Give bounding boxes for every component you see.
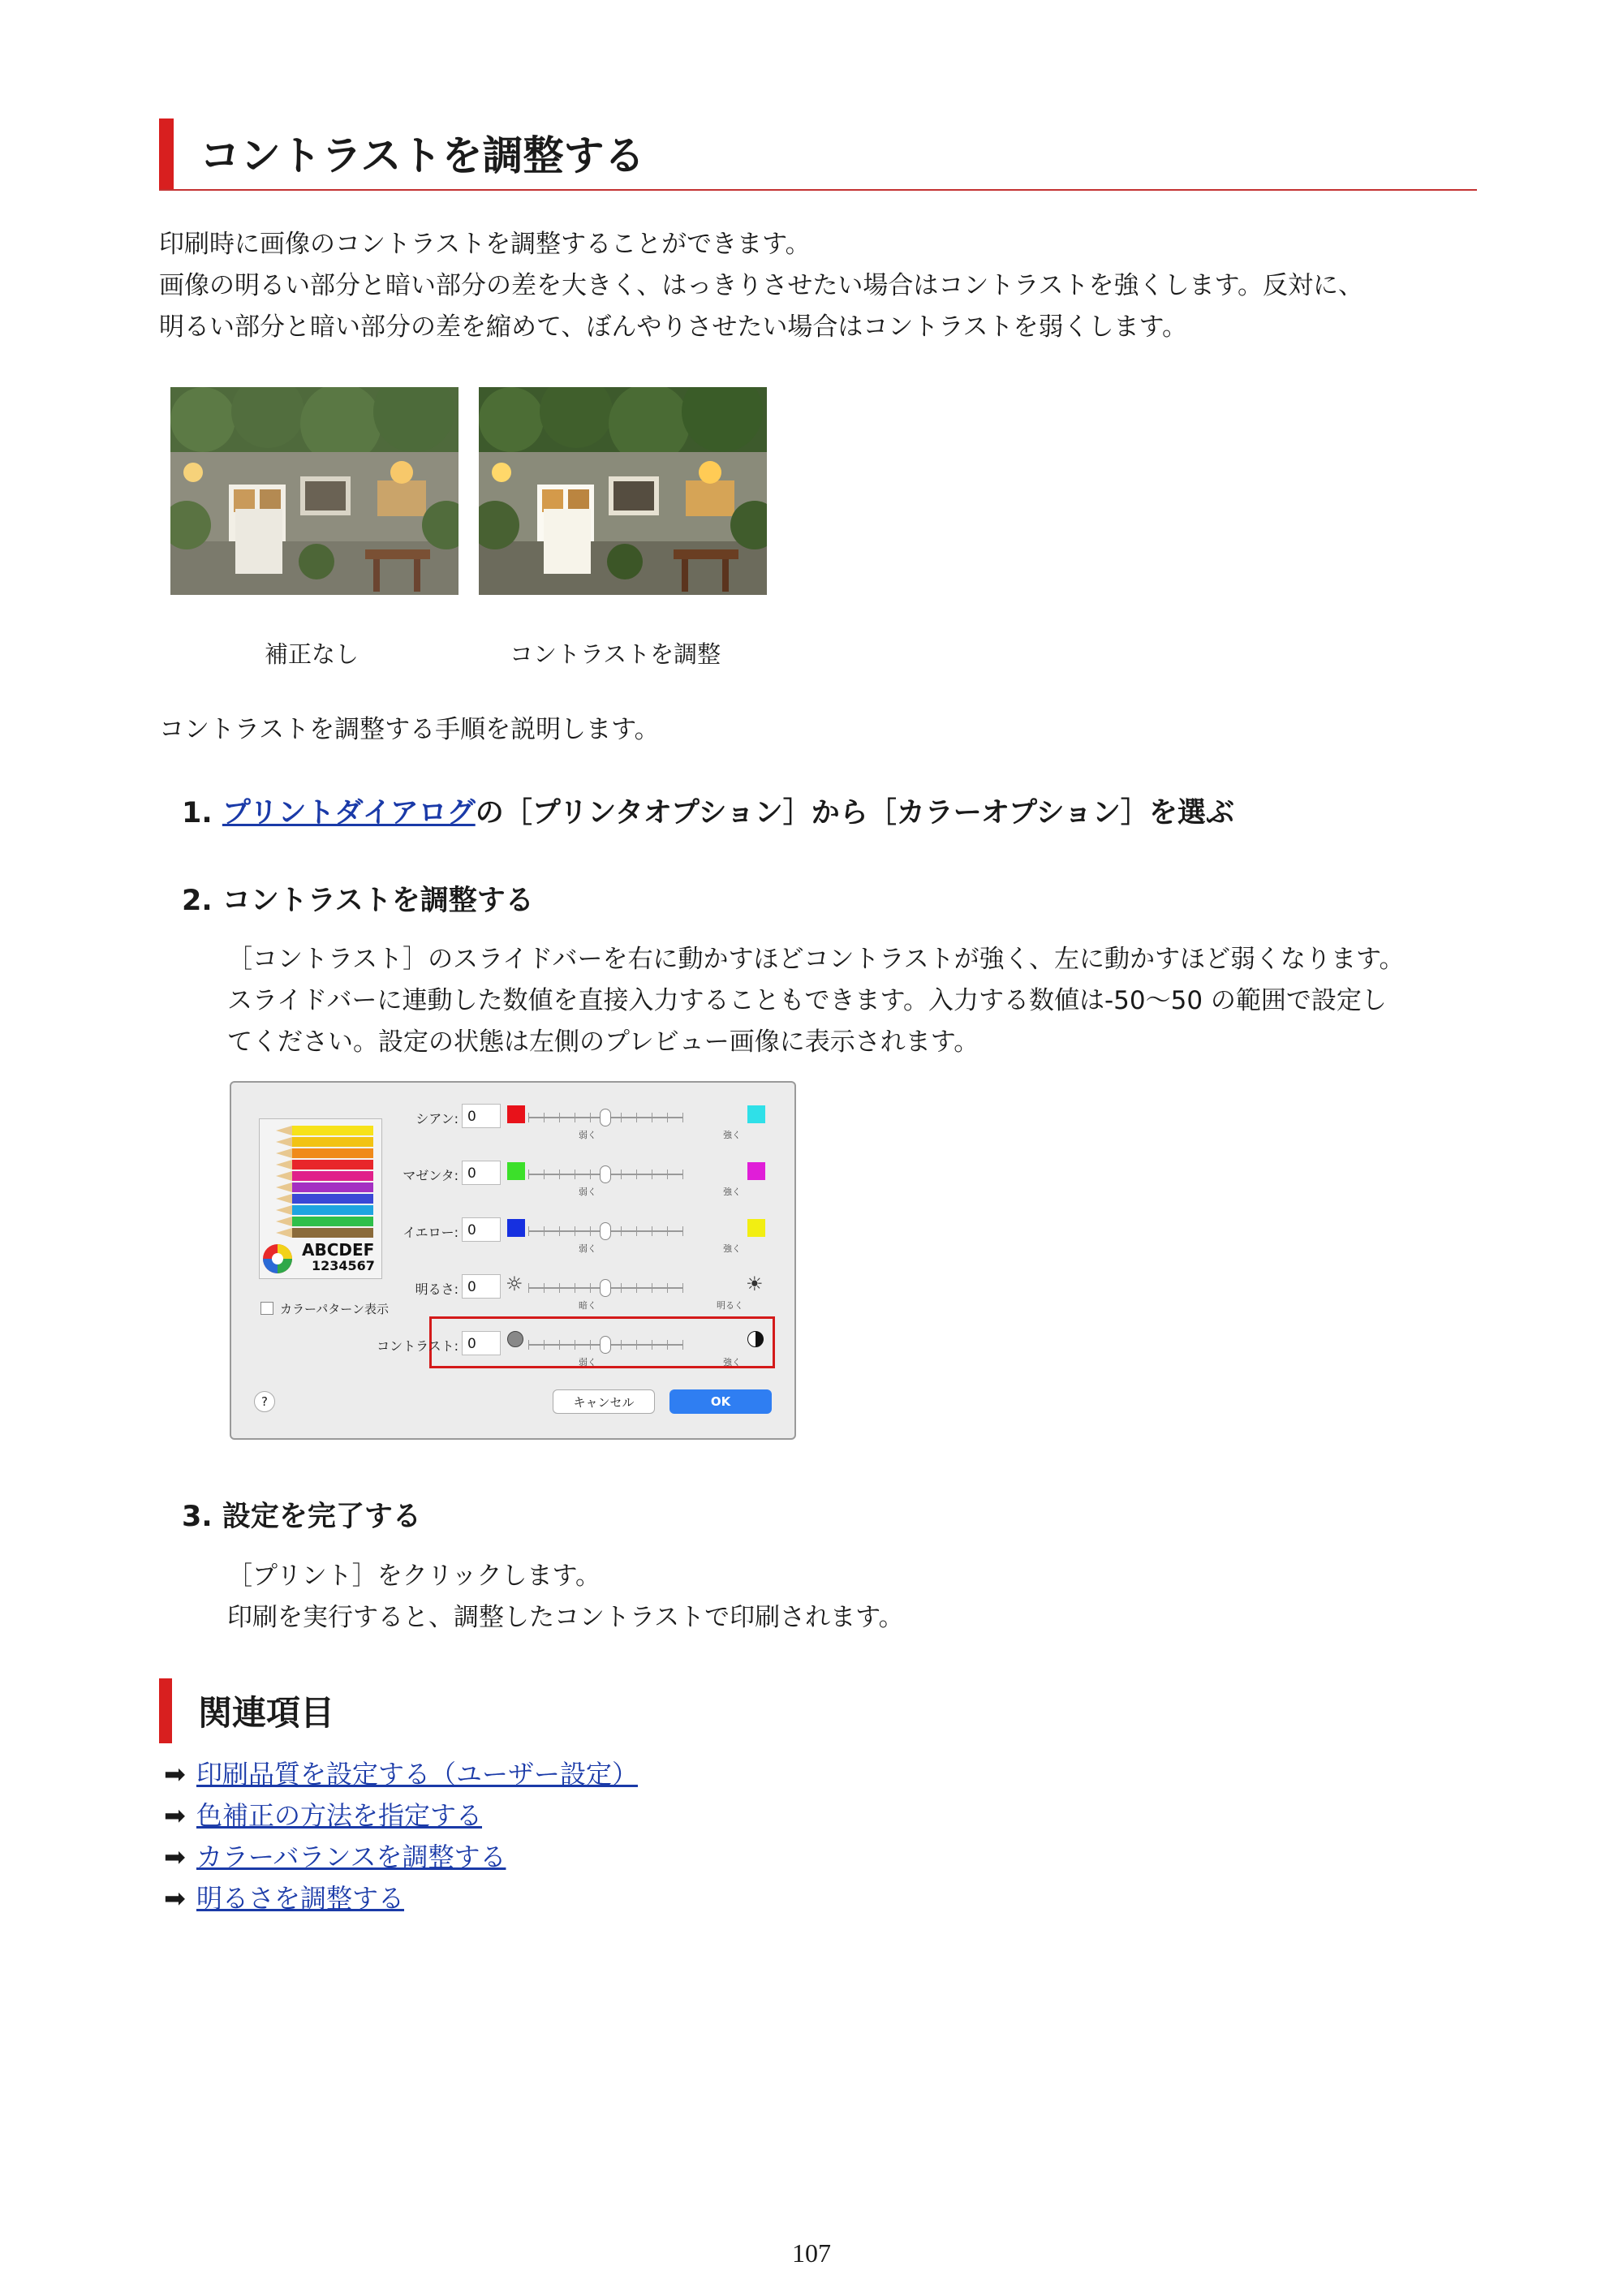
cyan-value-input[interactable]: 0 bbox=[462, 1104, 501, 1128]
related-link-1[interactable]: 印刷品質を設定する（ユーザー設定） bbox=[196, 1759, 639, 1790]
slider-tick bbox=[621, 1113, 622, 1122]
slider-tick bbox=[636, 1340, 637, 1350]
yellow-high-text: 強く bbox=[723, 1243, 741, 1254]
procedure-intro: コントラストを調整する手順を説明します。 bbox=[159, 715, 660, 744]
intro-line-1: 印刷時に画像のコントラストを調整することができます。 bbox=[159, 230, 811, 259]
color-pattern-label: カラーパターン表示 bbox=[280, 1302, 389, 1316]
step-3-text: 設定を完了する bbox=[222, 1501, 421, 1533]
slider-tick bbox=[544, 1226, 545, 1236]
slider-tick bbox=[590, 1340, 591, 1350]
step-2-number: 2. bbox=[182, 885, 213, 917]
related-link-2[interactable]: 色補正の方法を指定する bbox=[196, 1800, 483, 1831]
contrast-high-icon bbox=[747, 1331, 764, 1347]
magenta-slider-thumb[interactable] bbox=[600, 1165, 611, 1183]
page-number: 107 bbox=[792, 2238, 831, 2268]
slider-row-magenta bbox=[231, 1157, 791, 1195]
slider-tick bbox=[682, 1283, 683, 1293]
brightness-label: 明るさ: bbox=[415, 1282, 458, 1297]
brightness-value-input[interactable]: 0 bbox=[462, 1274, 501, 1299]
magenta-label: マゼンタ: bbox=[403, 1168, 458, 1183]
slider-row-contrast bbox=[231, 1328, 791, 1368]
slider-tick bbox=[590, 1113, 591, 1122]
preview-text-1: ABCDEF bbox=[302, 1240, 375, 1260]
step-2-body-2: スライドバーに連動した数値を直接入力することもできます。入力する数値は-50〜50 の範囲で設定し bbox=[227, 986, 1387, 1015]
slider-tick bbox=[559, 1340, 560, 1350]
step-2 bbox=[182, 881, 534, 920]
slider-tick bbox=[682, 1170, 683, 1179]
step-3 bbox=[182, 1497, 421, 1536]
slider-tick bbox=[528, 1113, 529, 1122]
step-3-body-1: ［プリント］をクリックします。 bbox=[227, 1562, 601, 1591]
arrow-right-icon: ➡ bbox=[164, 1759, 186, 1790]
sun-bright-icon: ☀ bbox=[746, 1273, 764, 1295]
slider-tick bbox=[590, 1170, 591, 1179]
magenta-high-text: 強く bbox=[723, 1187, 741, 1197]
slider-tick bbox=[528, 1340, 529, 1350]
caption-after: コントラストを調整 bbox=[510, 640, 721, 668]
title-underline bbox=[159, 189, 1477, 191]
magenta-value-input[interactable]: 0 bbox=[462, 1161, 501, 1185]
caption-before: 補正なし bbox=[265, 640, 359, 668]
step-2-body-1: ［コントラスト］のスライドバーを右に動かすほどコントラストが強く、左に動かすほど弱くなります。 bbox=[227, 945, 1405, 974]
slider-tick bbox=[544, 1283, 545, 1293]
yellow-slider-thumb[interactable] bbox=[600, 1222, 611, 1240]
page-title: コントラストを調整する bbox=[200, 132, 645, 179]
slider-tick bbox=[559, 1170, 560, 1179]
related-link-4[interactable]: 明るさを調整する bbox=[196, 1883, 405, 1914]
slider-tick bbox=[559, 1226, 560, 1236]
slider-tick bbox=[667, 1340, 668, 1350]
slider-tick bbox=[528, 1283, 529, 1293]
slider-tick bbox=[544, 1113, 545, 1122]
slider-tick bbox=[544, 1340, 545, 1350]
related-item-3 bbox=[164, 1838, 506, 1876]
slider-tick bbox=[621, 1283, 622, 1293]
cyan-label: シアン: bbox=[415, 1111, 458, 1126]
contrast-value-input[interactable]: 0 bbox=[462, 1331, 501, 1355]
preview-text-2: 1234567 bbox=[312, 1258, 375, 1273]
step-1-number: 1. bbox=[182, 797, 213, 829]
step-3-number: 3. bbox=[182, 1501, 213, 1533]
step-2-body-3: てください。設定の状態は左側のプレビュー画像に表示されます。 bbox=[227, 1027, 979, 1057]
contrast-high-text: 強く bbox=[723, 1357, 741, 1368]
intro-line-3: 明るい部分と暗い部分の差を縮めて、ぼんやりさせたい場合はコントラストを弱くします。 bbox=[159, 312, 1187, 342]
yellow-label: イエロー: bbox=[403, 1225, 458, 1240]
arrow-right-icon: ➡ bbox=[164, 1883, 186, 1914]
cyan-high-swatch bbox=[747, 1105, 765, 1123]
slider-tick bbox=[667, 1170, 668, 1179]
ok-button[interactable]: OK bbox=[669, 1389, 772, 1414]
magenta-low-swatch bbox=[507, 1162, 525, 1180]
photo-before bbox=[170, 387, 458, 595]
related-title: 関連項目 bbox=[198, 1693, 335, 1733]
slider-tick bbox=[544, 1170, 545, 1179]
slider-tick bbox=[590, 1226, 591, 1236]
intro-line-2: 画像の明るい部分と暗い部分の差を大きく、はっきりさせたい場合はコントラストを強くします。反対に、 bbox=[159, 271, 1363, 300]
slider-tick bbox=[559, 1113, 560, 1122]
cancel-button[interactable]: キャンセル bbox=[553, 1389, 655, 1414]
sun-dim-icon: ☼ bbox=[506, 1273, 523, 1295]
yellow-low-swatch bbox=[507, 1219, 525, 1237]
related-link-3[interactable]: カラーバランスを調整する bbox=[196, 1842, 506, 1872]
contrast-low-icon bbox=[507, 1331, 523, 1347]
cyan-low-swatch bbox=[507, 1105, 525, 1123]
slider-tick bbox=[667, 1226, 668, 1236]
contrast-low-text: 弱く bbox=[579, 1357, 596, 1368]
title-accent-bar bbox=[159, 118, 174, 190]
contrast-slider-thumb[interactable] bbox=[600, 1336, 611, 1354]
cyan-low-text: 弱く bbox=[579, 1130, 596, 1140]
color-options-dialog bbox=[230, 1081, 796, 1440]
slider-tick bbox=[621, 1226, 622, 1236]
brightness-slider-thumb[interactable] bbox=[600, 1279, 611, 1297]
brightness-high-text: 明るく bbox=[717, 1300, 743, 1311]
related-item-2 bbox=[164, 1797, 482, 1834]
slider-tick bbox=[636, 1283, 637, 1293]
step-1-text: の［プリンタオプション］から［カラーオプション］を選ぶ bbox=[475, 797, 1234, 829]
slider-tick bbox=[682, 1113, 683, 1122]
slider-tick bbox=[528, 1226, 529, 1236]
slider-tick bbox=[528, 1170, 529, 1179]
related-accent-bar bbox=[159, 1678, 172, 1743]
help-button[interactable]: ? bbox=[254, 1391, 275, 1412]
arrow-right-icon: ➡ bbox=[164, 1800, 186, 1831]
yellow-low-text: 弱く bbox=[579, 1243, 596, 1254]
slider-tick bbox=[636, 1113, 637, 1122]
magenta-low-text: 弱く bbox=[579, 1187, 596, 1197]
cyan-slider-thumb[interactable] bbox=[600, 1109, 611, 1126]
slider-row-cyan bbox=[231, 1101, 791, 1138]
arrow-right-icon: ➡ bbox=[164, 1842, 186, 1872]
photo-after bbox=[479, 387, 767, 595]
yellow-value-input[interactable]: 0 bbox=[462, 1217, 501, 1242]
slider-tick bbox=[559, 1283, 560, 1293]
cyan-high-text: 強く bbox=[723, 1130, 741, 1140]
step-2-text: コントラストを調整する bbox=[222, 885, 534, 917]
slider-tick bbox=[621, 1340, 622, 1350]
slider-tick bbox=[621, 1170, 622, 1179]
brightness-low-text: 暗く bbox=[579, 1300, 596, 1311]
related-item-1 bbox=[164, 1755, 638, 1793]
slider-tick bbox=[682, 1226, 683, 1236]
slider-tick bbox=[590, 1283, 591, 1293]
slider-row-yellow bbox=[231, 1214, 791, 1254]
slider-tick bbox=[636, 1170, 637, 1179]
step-3-body-2: 印刷を実行すると、調整したコントラストで印刷されます。 bbox=[227, 1603, 904, 1632]
slider-tick bbox=[682, 1340, 683, 1350]
print-dialog-link[interactable]: プリントダイアログ bbox=[222, 797, 476, 829]
step-1 bbox=[182, 794, 1234, 833]
slider-tick bbox=[667, 1283, 668, 1293]
slider-tick bbox=[667, 1113, 668, 1122]
magenta-high-swatch bbox=[747, 1162, 765, 1180]
slider-tick bbox=[636, 1226, 637, 1236]
related-item-4 bbox=[164, 1880, 404, 1917]
contrast-label: コントラスト: bbox=[377, 1338, 458, 1354]
yellow-high-swatch bbox=[747, 1219, 765, 1237]
preview-image bbox=[259, 1118, 382, 1279]
